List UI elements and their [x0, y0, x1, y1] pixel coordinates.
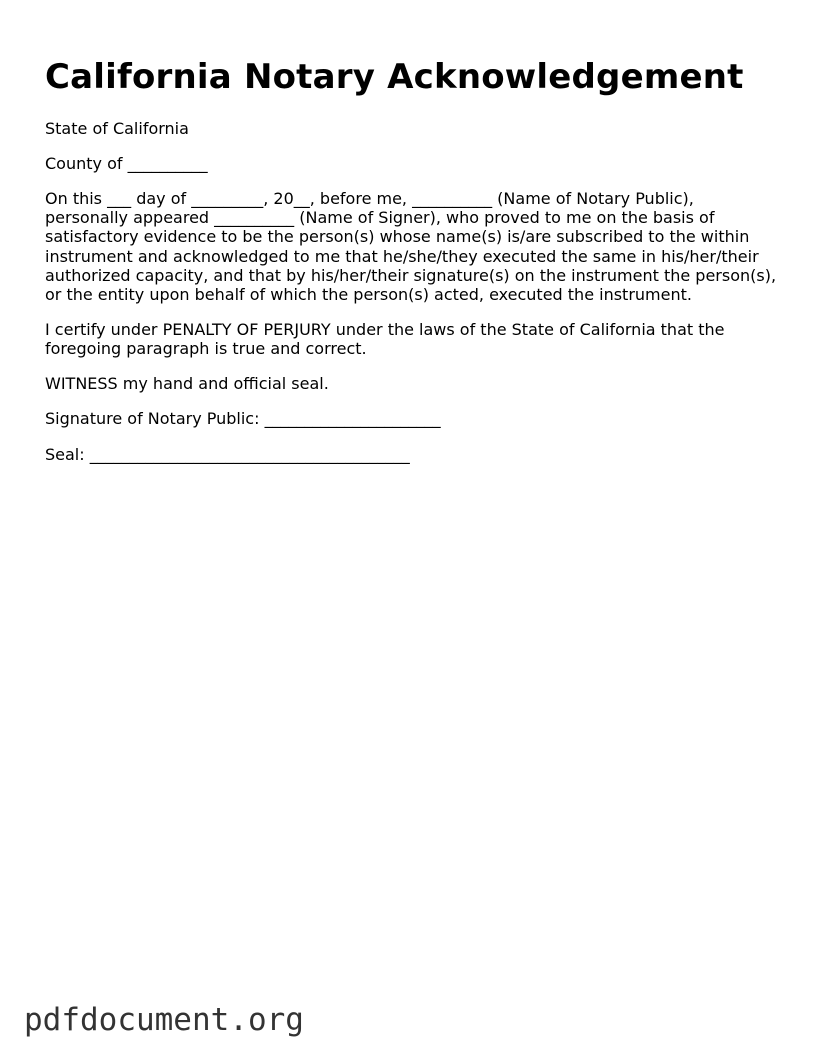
footer-watermark: pdfdocument.org: [24, 1002, 304, 1038]
paragraph-line: On this ___ day of _________, 20__, before me, __________ (Name of Notary Public),: [45, 189, 694, 208]
paragraph-line: instrument and acknowledged to me that he/she/they executed the same in his/her/their: [45, 246, 759, 266]
paragraph-line: personally appeared __________ (Name of Signer), who proved to me on the basis of: [45, 208, 715, 228]
paragraph-line: foregoing paragraph is true and correct.: [45, 339, 367, 359]
notary-signature-line: Signature of Notary Public: ______________________: [45, 409, 441, 428]
paragraph-line: authorized capacity, and that by his/her/their signature(s) on the instrument the person(s),: [45, 265, 777, 285]
paragraph-line: or the entity upon behalf of which the person(s) acted, executed the instrument.: [45, 285, 692, 305]
seal-line: Seal: ________________________________________: [45, 445, 410, 464]
witness-line: WITNESS my hand and official seal.: [45, 374, 329, 393]
paragraph-line: I certify under PENALTY OF PERJURY under the laws of the State of California that the: [45, 320, 725, 339]
acknowledgement-paragraph: [45, 189, 785, 304]
paragraph-line: satisfactory evidence to be the person(s) whose name(s) is/are subscribed to the within: [45, 227, 750, 247]
certify-paragraph: [45, 320, 785, 358]
state-line: State of California: [45, 119, 189, 138]
county-line: County of __________: [45, 154, 208, 173]
document-title: California Notary Acknowledgement: [45, 57, 744, 97]
